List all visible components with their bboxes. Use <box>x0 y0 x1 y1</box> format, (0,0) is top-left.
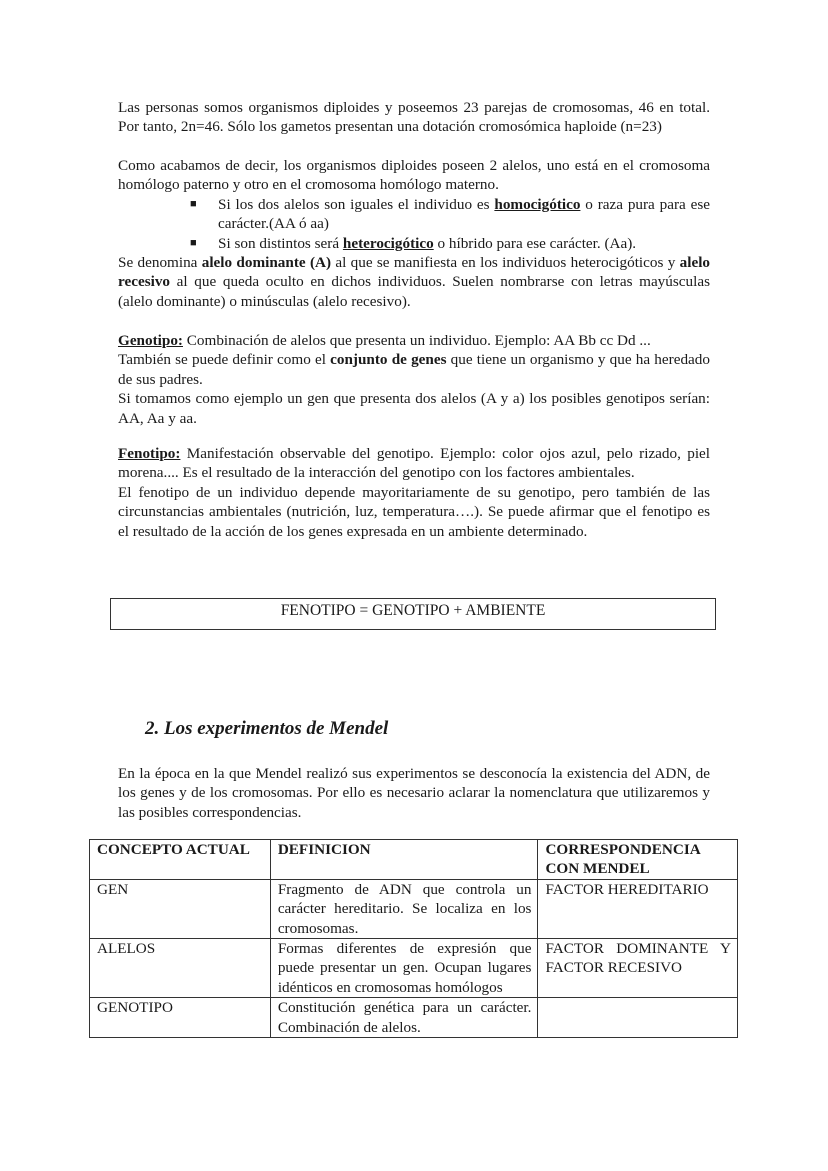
table-header-row <box>90 840 738 880</box>
bullet-text-post: o híbrido para ese carácter. (Aa). <box>433 235 637 252</box>
table-cell: Formas diferentes de expresión que puede presentar un gen. Ocupan lugares idénticos en cromosomas homólogos <box>270 939 538 998</box>
text-run: que tiene un organismo y que ha heredado de sus padres. <box>118 351 710 388</box>
table-cell: Fragmento de ADN que controla un carácter hereditario. Se localiza en los cromosomas. <box>270 879 538 938</box>
text-run: al que queda oculto en dichos individuos. Suelen nombrarse con letras mayúsculas (alelo dominante) o minúsculas (alelo recesivo). <box>118 273 710 310</box>
table-row <box>90 939 738 998</box>
bullet-item-homocigotico <box>190 195 710 234</box>
term-alelo-dominante: alelo dominante (A) <box>201 254 332 271</box>
bullet-text <box>218 195 710 234</box>
paragraph-text <box>118 253 710 311</box>
genotipo-line-3: Si tomamos como ejemplo un gen que presenta dos alelos (A y a) los posibles genotipos serían: AA, Aa y aa. <box>118 390 710 427</box>
genotipo-definition <box>118 331 710 350</box>
table-cell: GENOTIPO <box>90 998 271 1038</box>
concepts-table <box>89 839 738 1038</box>
term-conjunto-genes: conjunto de genes <box>330 351 447 369</box>
genotipo-section <box>118 331 710 428</box>
table-row <box>90 998 738 1038</box>
intro-paragraph-2 <box>118 156 710 195</box>
section-title: 2. Los experimentos de Mendel <box>145 718 389 739</box>
text-run: Manifestación observable del genotipo. Ejemplo: color ojos azul, pelo rizado, piel morena.... Es el resultado de la interacción del genotipo con los factores ambientales. <box>118 445 710 482</box>
term-fenotipo: Fenotipo: <box>118 445 181 462</box>
fenotipo-definition <box>118 444 710 483</box>
bullet-text-pre: Si son distintos será <box>218 235 343 252</box>
text-run: También se puede definir como el <box>118 351 331 369</box>
bullet-item-heterocigotico <box>190 234 710 253</box>
text-run: al que se manifiesta en los individuos heterocigóticos y <box>331 254 680 271</box>
table-cell <box>538 998 738 1038</box>
bullet-text-pre: Si los dos alelos son iguales el individuo es <box>218 196 495 213</box>
fenotipo-section <box>118 444 710 541</box>
paragraph-text: Como acabamos de decir, los organismos diploides poseen 2 alelos, uno está en el cromosoma homólogo paterno y otro en el cromosoma homólogo materno. <box>118 157 710 194</box>
paragraph-text: En la época en la que Mendel realizó sus experimentos se desconocía la existencia del ADN, de los genes y de los cromosomas. Por ello es necesario aclarar la nomenclatura que utilizaremos y las posibles correspondencias. <box>118 765 710 821</box>
text-run: Se denomina <box>118 254 202 271</box>
fenotipo-paragraph-2: El fenotipo de un individuo depende mayoritariamente de su genotipo, pero también de las circunstancias ambientales (nutrición, luz, temperatura….). Se puede afirmar que el fenotipo es el resultado de la acción de los genes expresada en un ambiente determinado. <box>118 483 710 540</box>
term-genotipo: Genotipo: <box>118 332 183 349</box>
section-2-intro <box>118 764 710 822</box>
table-cell: FACTOR DOMINANTE Y FACTOR RECESIVO <box>538 939 738 998</box>
paragraph-text: Las personas somos organismos diploides y poseemos 23 parejas de cromosomas, 46 en total. Por tanto, 2n=46. Sólo los gametos presentan una dotación cromosómica haploide (n=23) <box>118 99 710 136</box>
genotipo-line-2 <box>118 350 710 389</box>
table-row <box>90 879 738 938</box>
bullet-text <box>218 234 710 253</box>
term-heterocigotico: heterocigótico <box>342 235 434 252</box>
table-cell: ALELOS <box>90 939 271 998</box>
intro-paragraph-3 <box>118 253 710 311</box>
table-cell: GEN <box>90 879 271 938</box>
table-cell: Constitución genética para un carácter. Combinación de alelos. <box>270 998 538 1038</box>
term-homocigotico: homocigótico <box>494 196 581 213</box>
formula-box: FENOTIPO = GENOTIPO + AMBIENTE <box>110 598 716 630</box>
term-alelo-recesivo: alelo recesivo <box>118 254 711 291</box>
header-correspondencia: CORRESPONDENCIA CON MENDEL <box>538 840 738 880</box>
header-definicion: DEFINICION <box>270 840 538 880</box>
intro-paragraph-1 <box>118 98 710 137</box>
bullet-text-post: o raza pura para ese carácter.(AA ó aa) <box>218 196 710 233</box>
table-cell: FACTOR HEREDITARIO <box>538 879 738 938</box>
square-bullet-icon: ■ <box>190 237 197 249</box>
square-bullet-icon: ■ <box>190 198 197 210</box>
header-concepto: CONCEPTO ACTUAL <box>90 840 271 880</box>
text-run: Combinación de alelos que presenta un individuo. Ejemplo: AA Bb cc Dd ... <box>182 332 651 349</box>
